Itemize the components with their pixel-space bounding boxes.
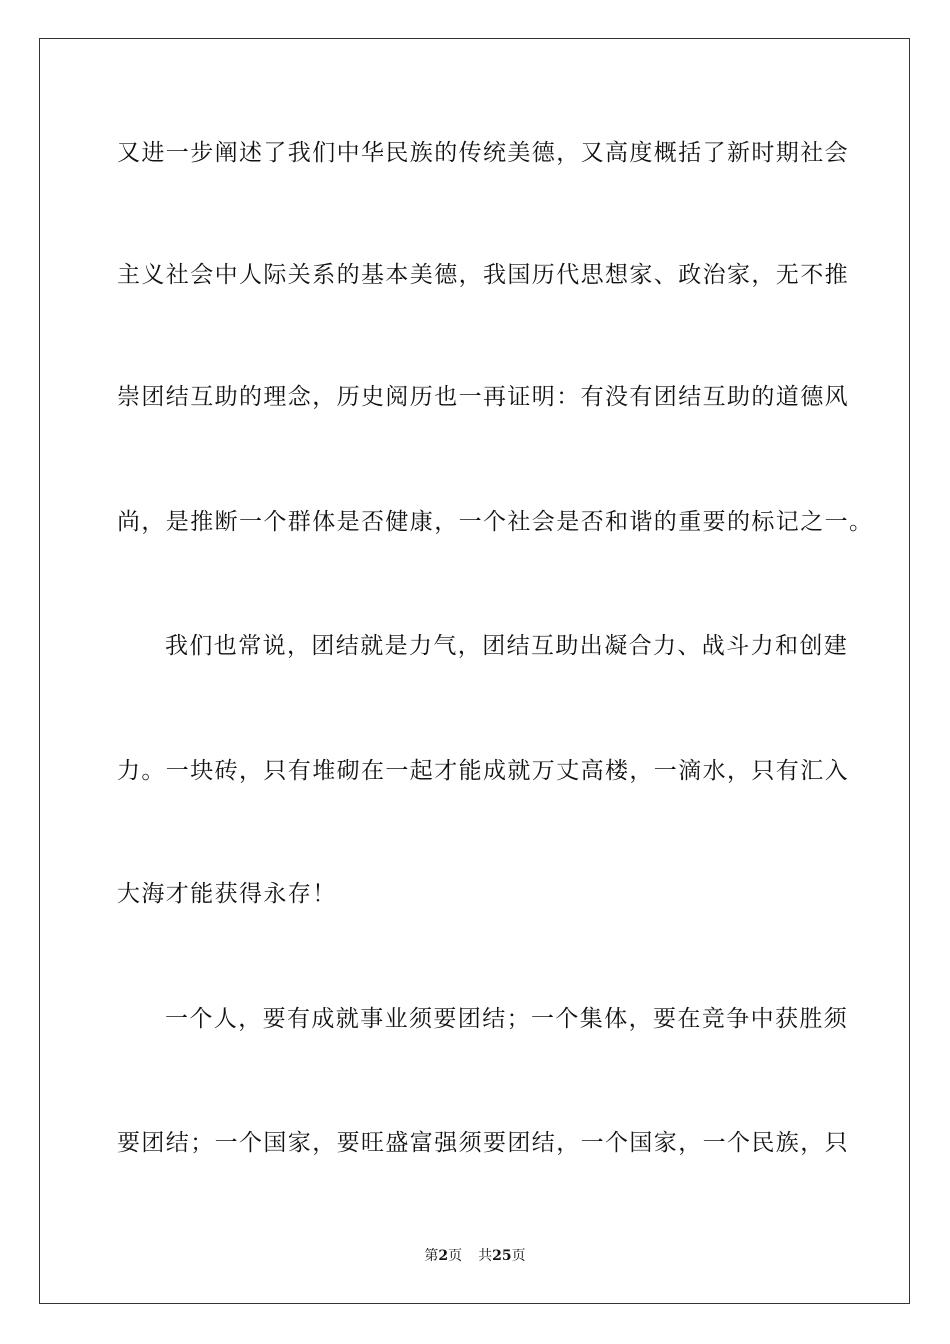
footer-page-number: 2 [438,1248,449,1264]
text-line-6: 力。一块砖，只有堆砌在一起才能成就万丈高楼，一滴水，只有汇入 [117,758,849,784]
footer-page-suffix: 页 [448,1248,463,1264]
page-footer [0,1247,950,1265]
text-line-9: 要团结；一个国家，要旺盛富强须要团结，一个国家，一个民族，只 [117,1130,849,1156]
text-line-4: 尚，是推断一个群体是否健康，一个社会是否和谐的重要的标记之一。 [117,509,874,535]
footer-page-prefix: 第 [424,1248,439,1264]
page-border [39,38,910,1304]
footer-total-pages: 25 [492,1248,512,1264]
text-line-5: 我们也常说，团结就是力气，团结互助出凝合力、战斗力和创建 [165,633,849,659]
footer-total-prefix: 共 [478,1248,493,1264]
text-line-2: 主义社会中人际关系的基本美德，我国历代思想家、政治家，无不推 [117,262,849,288]
text-line-3: 崇团结互助的理念，历史阅历也一再证明：有没有团结互助的道德风 [117,384,849,410]
text-line-7: 大海才能获得永存！ [117,881,337,907]
text-line-8: 一个人，要有成就事业须要团结；一个集体，要在竞争中获胜须 [165,1006,849,1032]
footer-total-suffix: 页 [511,1248,526,1264]
text-line-1: 又进一步阐述了我们中华民族的传统美德，又高度概括了新时期社会 [117,140,849,166]
